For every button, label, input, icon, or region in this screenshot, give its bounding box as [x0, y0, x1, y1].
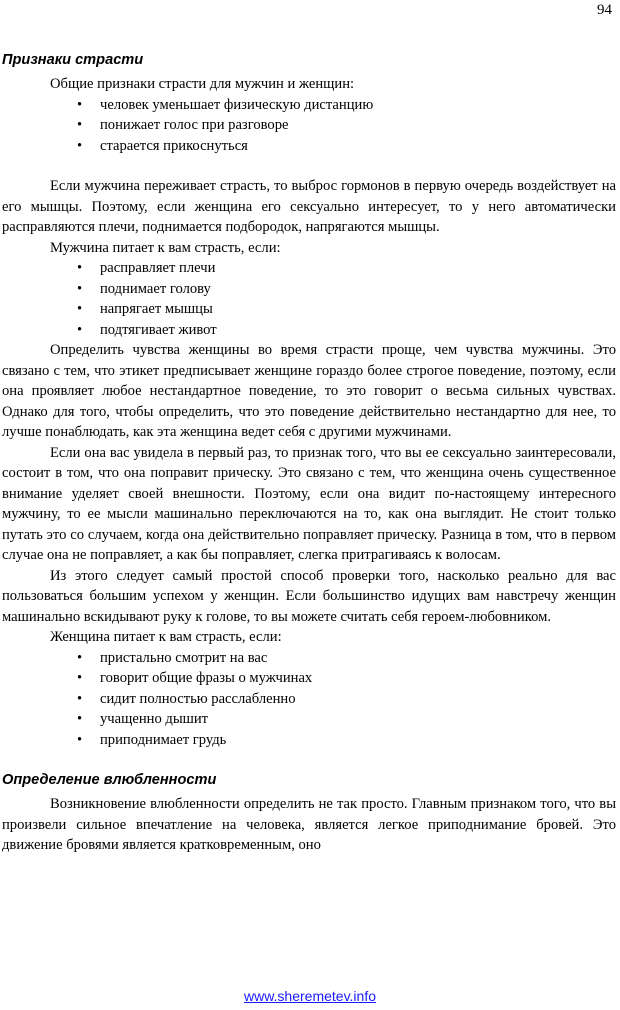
bullet-icon: •: [77, 137, 83, 154]
bullet-icon: •: [77, 301, 83, 317]
bullet-icon: •: [77, 711, 83, 727]
list-item: • учащенно дышит: [2, 709, 616, 730]
list-female-signs: [2, 648, 616, 751]
list-item: • сидит полностью расслабленно: [2, 689, 616, 710]
paragraph-simple-test: Из этого следует самый простой способ проверки того, насколько реально для вас пользоваться большим успехом у женщин. Если большинство идущих вам навстречу женщин машинально вскидывают руку к голове, то вы можете считать себя героем-любовником.: [2, 567, 616, 625]
list-item: • говорит общие фразы о мужчинах: [2, 668, 616, 689]
paragraph-hair-gesture: Если она вас увидела в первый раз, то признак того, что вы ее сексуально заинтересовали, состоит в том, что она поправит прическу. Это связано с тем, что женщина очень существенное внимание уделяет своей внешности. Поэтому, если она видит по-настоящему интересного мужчину, то ее мысли машинально переключаются на то, как она выглядит. Не стоит только путать это со случаем, когда она действительно поправляет прическу. Разница в том, что в первом случае она не поправляет, а как бы поправляет, слегка притрагиваясь к волосам.: [2, 444, 616, 563]
bullet-icon: •: [77, 280, 83, 297]
bullet-icon: •: [77, 96, 83, 113]
list-male-signs: [2, 258, 616, 340]
section-heading-passion: Признаки страсти: [2, 52, 144, 68]
paragraph-female-etiquette: Определить чувства женщины во время страсти проще, чем чувства мужчины. Это связано с тем, что этикет предписывает женщине гораздо более строгое поведение, поэтому, если она проявляет любое нестандартное поведение, то это говорит о весьма сильных чувствах. Однако для того, чтобы определить, что это поведение действительно нестандартно для нее, то лучше понаблюдать, как эта женщина ведет себя с другими мужчинами.: [2, 342, 616, 440]
list-item: • пристально смотрит на вас: [2, 648, 616, 669]
list-item: • человек уменьшает физическую дистанцию: [2, 95, 616, 116]
intro-male-signs: Мужчина питает к вам страсть, если:: [50, 239, 281, 256]
footer: [0, 988, 620, 1004]
list-item: • приподнимает грудь: [2, 730, 616, 751]
intro-female-signs: Женщина питает к вам страсть, если:: [50, 629, 282, 645]
list-item: • подтягивает живот: [2, 320, 616, 341]
list-item: • поднимает голову: [2, 279, 616, 300]
bullet-icon: •: [77, 649, 83, 666]
bullet-icon: •: [77, 321, 83, 338]
intro-general-signs: Общие признаки страсти для мужчин и женщин:: [50, 76, 355, 92]
bullet-icon: •: [77, 690, 83, 707]
list-item: • расправляет плечи: [2, 258, 616, 279]
section-heading-infatuation: Определение влюбленности: [2, 772, 217, 788]
page-content: [2, 46, 616, 856]
list-item: • напрягает мышцы: [2, 299, 616, 320]
list-general-signs: [2, 95, 616, 157]
paragraph-eyebrows: Возникновение влюбленности определить не так просто. Главным признаком того, что вы произвели сильное впечатление на человека, является легкое приподнимание бровей. Это движение бровями является кратковременным, оно: [2, 796, 616, 853]
bullet-icon: •: [77, 260, 83, 276]
bullet-icon: •: [77, 117, 83, 133]
list-item: • старается прикоснуться: [2, 136, 616, 157]
list-item: • понижает голос при разговоре: [2, 115, 616, 136]
page-number: 94: [597, 2, 612, 18]
bullet-icon: •: [77, 731, 83, 748]
paragraph-male-hormones: Если мужчина переживает страсть, то выброс гормонов в первую очередь воздействует на его мышцы. Поэтому, если женщина его сексуально интересует, то у него автоматически расправляются плечи, поднимается подбородок, напрягаются мышцы.: [2, 178, 616, 235]
bullet-icon: •: [77, 670, 83, 686]
footer-site-link[interactable]: www.sheremetev.info: [243, 988, 376, 1004]
